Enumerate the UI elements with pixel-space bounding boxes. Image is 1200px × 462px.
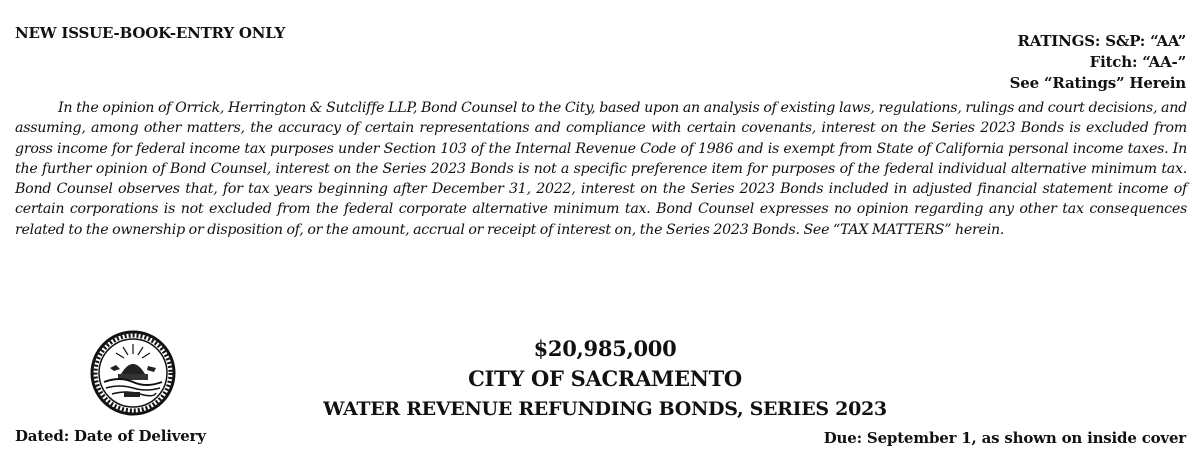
principal-amount: $20,985,000	[533, 336, 677, 361]
issuer-name: CITY OF SACRAMENTO	[468, 366, 742, 391]
bond-series-title: WATER REVENUE REFUNDING BONDS, SERIES 2023	[323, 398, 887, 420]
due-label: Due: September 1, as shown on inside cover	[823, 429, 1186, 447]
ratings-sp: RATINGS: S&P: “AA”	[1017, 32, 1186, 50]
city-seal-icon	[90, 330, 176, 416]
offering-type-label: NEW ISSUE-BOOK-ENTRY ONLY	[15, 24, 286, 42]
bond-counsel-opinion: In the opinion of Orrick, Herrington & Sutcliffe LLP, Bond Counsel to the City, based upon an analysis of existing laws, regulations, rulings and court decisions, and assuming, among other matters, the accuracy of certain representations and compliance with certain covenants, interest on the Series 2023 Bonds is excluded from gross income for federal income tax purposes under Section 103 of the Internal Revenue Code of 1986 and is exempt from State of California personal income taxes. In the further opinion of Bond Counsel, interest on the Series 2023 Bonds is not a specific preference item for purposes of the federal individual alternative minimum tax. Bond Counsel observes that, for tax years beginning after December 31, 2022, interest on the Series 2023 Bonds included in adjusted financial statement income of certain corporations is not excluded from the federal corporate alternative minimum tax. Bond Counsel expresses no opinion regarding any other tax consequences related to the ownership or disposition of, or the amount, accrual or receipt of interest on, the Series 2023 Bonds. See “TAX MATTERS” herein.	[15, 100, 1187, 238]
ratings-block	[1010, 31, 1186, 94]
ratings-see-herein: See “Ratings” Herein	[1009, 74, 1186, 92]
ratings-fitch: Fitch: “AA-”	[1089, 53, 1186, 71]
dated-label: Dated: Date of Delivery	[15, 427, 206, 445]
title-block	[280, 334, 930, 424]
